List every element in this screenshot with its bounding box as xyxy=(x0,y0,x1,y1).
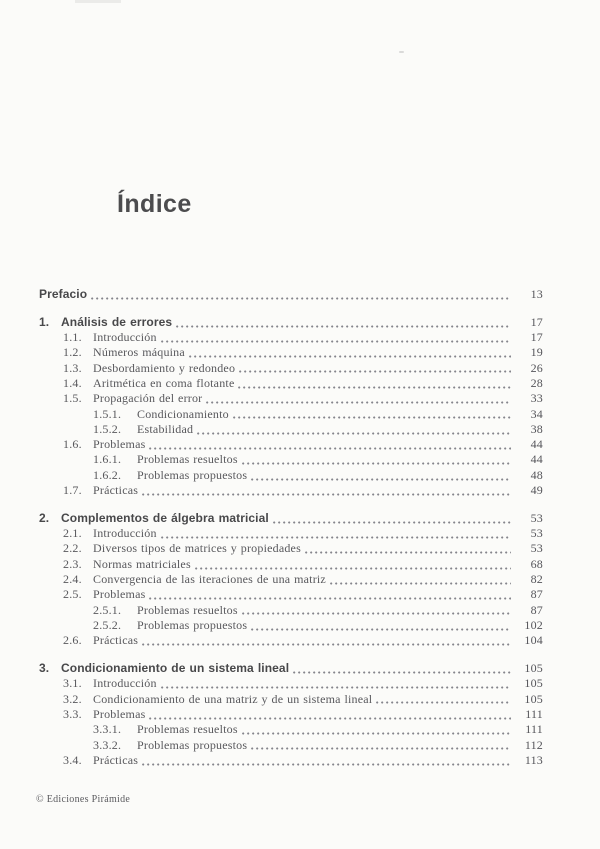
toc-leader-dots xyxy=(242,462,511,465)
toc-entry-page: 113 xyxy=(524,752,543,767)
toc-entry-number: 1.6.2. xyxy=(93,467,122,482)
toc-leader-dots xyxy=(142,493,511,496)
toc-entry-number: 3.3.2. xyxy=(93,737,122,752)
toc-entry-number: 2. xyxy=(39,510,50,525)
toc-entry-page: 87 xyxy=(530,587,543,602)
toc-entry-page: 53 xyxy=(530,526,543,541)
toc-entry-label: Prácticas xyxy=(93,483,139,498)
toc-entry-label: Propagación del error xyxy=(93,391,203,406)
toc-entry-number: 2.2. xyxy=(63,541,82,556)
toc-entry xyxy=(0,330,600,345)
scan-artifact-top-edge xyxy=(75,0,121,3)
toc-leader-dots xyxy=(251,478,511,481)
toc-entry-label: Problemas resueltos xyxy=(137,722,238,737)
toc-entry xyxy=(0,391,600,406)
toc-entry xyxy=(0,483,600,498)
toc-leader-dots xyxy=(305,551,511,554)
toc-entry-label: Condicionamiento de un sistema lineal xyxy=(61,661,290,676)
toc-entry-number: 3.4. xyxy=(63,752,82,767)
toc-entry-page: 28 xyxy=(530,375,543,390)
toc-leader-dots xyxy=(273,521,511,524)
toc-entry-label: Introducción xyxy=(93,330,157,345)
toc-entry-label: Números máquina xyxy=(93,345,185,360)
toc-entry-number: 3.3. xyxy=(63,706,82,721)
toc-entry xyxy=(0,633,600,648)
toc-entry-label: Problemas propuestos xyxy=(137,737,248,752)
toc-leader-dots xyxy=(251,628,511,631)
toc-entry xyxy=(0,572,600,587)
toc-entry-page: 33 xyxy=(530,391,543,406)
toc-entry-page: 26 xyxy=(530,360,543,375)
toc-entry xyxy=(0,557,600,572)
toc-entry xyxy=(0,722,600,737)
scan-artifact-speck xyxy=(399,51,404,53)
toc-leader-dots xyxy=(239,370,511,373)
toc-leader-dots xyxy=(189,355,511,358)
toc-entry-number: 1.2. xyxy=(63,345,82,360)
toc-leader-dots xyxy=(251,747,511,750)
toc-entry-number: 1.4. xyxy=(63,375,82,390)
toc-entry-number: 1.5.2. xyxy=(93,421,122,436)
toc-entry-number: 2.3. xyxy=(63,556,82,571)
toc-entry xyxy=(0,511,600,526)
toc-entry-page: 49 xyxy=(530,483,543,498)
toc-entry-label: Estabilidad xyxy=(137,421,194,436)
toc-leader-dots xyxy=(149,447,511,450)
toc-entry-page: 82 xyxy=(530,572,543,587)
toc-leader-dots xyxy=(206,401,511,404)
toc-entry xyxy=(0,376,600,391)
toc-entry-page: 102 xyxy=(524,617,543,632)
toc-leader-dots xyxy=(149,717,511,720)
toc-entry-label: Complementos de álgebra matricial xyxy=(61,510,269,525)
toc-entry-number: 3.3.1. xyxy=(93,722,122,737)
toc-entry xyxy=(0,618,600,633)
table-of-contents xyxy=(0,287,600,768)
toc-entry-label: Problemas xyxy=(93,706,146,721)
toc-leader-dots xyxy=(142,643,511,646)
toc-entry xyxy=(0,315,600,330)
toc-entry-number: 1.7. xyxy=(63,483,82,498)
toc-entry-number: 3.2. xyxy=(63,691,82,706)
toc-entry-page: 104 xyxy=(524,633,543,648)
toc-entry xyxy=(0,407,600,422)
toc-entry-number: 2.5. xyxy=(63,587,82,602)
toc-leader-dots xyxy=(91,297,511,300)
toc-entry-page: 68 xyxy=(530,556,543,571)
toc-entry-page: 105 xyxy=(524,676,543,691)
toc-entry-number: 2.5.1. xyxy=(93,602,122,617)
toc-entry-number: 1.3. xyxy=(63,360,82,375)
toc-entry-number: 1.5.1. xyxy=(93,406,122,421)
toc-leader-dots xyxy=(149,597,511,600)
toc-entry-label: Problemas resueltos xyxy=(137,452,238,467)
toc-entry-page: 87 xyxy=(530,602,543,617)
toc-entry xyxy=(0,661,600,676)
toc-entry-label: Introducción xyxy=(93,676,157,691)
toc-entry-page: 17 xyxy=(530,314,543,329)
toc-entry-label: Diversos tipos de matrices y propiedades xyxy=(93,541,301,556)
toc-leader-dots xyxy=(238,386,511,389)
toc-entry-page: 105 xyxy=(524,691,543,706)
toc-entry xyxy=(0,753,600,768)
toc-entry-number: 1. xyxy=(39,314,50,329)
toc-leader-dots xyxy=(233,416,511,419)
toc-entry-page: 112 xyxy=(524,737,543,752)
toc-entry xyxy=(0,541,600,556)
toc-entry-page: 111 xyxy=(525,706,543,721)
toc-leader-dots xyxy=(197,432,511,435)
toc-entry-page: 19 xyxy=(530,345,543,360)
toc-entry-page: 111 xyxy=(525,722,543,737)
toc-entry-number: 1.6. xyxy=(63,437,82,452)
toc-entry-number: 2.5.2. xyxy=(93,617,122,632)
toc-entry-label: Problemas xyxy=(93,587,146,602)
toc-entry-number: 3.1. xyxy=(63,676,82,691)
toc-entry-number: 1.5. xyxy=(63,391,82,406)
toc-leader-dots xyxy=(161,340,511,343)
toc-entry-number: 2.4. xyxy=(63,572,82,587)
toc-leader-dots xyxy=(242,732,511,735)
toc-entry-page: 34 xyxy=(530,406,543,421)
toc-entry xyxy=(0,422,600,437)
toc-entry-page: 44 xyxy=(530,452,543,467)
toc-entry-label: Prácticas xyxy=(93,752,139,767)
toc-leader-dots xyxy=(195,567,511,570)
toc-entry-label: Prácticas xyxy=(93,633,139,648)
toc-entry-label: Condicionamiento xyxy=(137,406,229,421)
toc-entry-number: 1.6.1. xyxy=(93,452,122,467)
toc-entry-number: 1.1. xyxy=(63,330,82,345)
toc-entry-label: Análisis de errores xyxy=(61,314,173,329)
toc-entry xyxy=(0,676,600,691)
toc-entry-page: 13 xyxy=(530,287,543,301)
toc-entry xyxy=(0,437,600,452)
toc-entry-label: Problemas propuestos xyxy=(137,617,248,632)
toc-entry xyxy=(0,603,600,618)
toc-leader-dots xyxy=(330,582,511,585)
toc-entry-label: Problemas resueltos xyxy=(137,602,238,617)
toc-entry xyxy=(0,526,600,541)
toc-entry-label: Introducción xyxy=(93,526,157,541)
toc-entry-number: 2.6. xyxy=(63,633,82,648)
toc-entry-label: Condicionamiento de una matriz y de un sistema lineal xyxy=(93,691,373,706)
toc-leader-dots xyxy=(142,763,511,766)
toc-entry-number: 2.1. xyxy=(63,526,82,541)
toc-entry-label: Convergencia de las iteraciones de una matriz xyxy=(93,572,326,587)
toc-entry xyxy=(0,587,600,602)
page-title: Índice xyxy=(117,190,192,218)
toc-entry-page: 48 xyxy=(530,467,543,482)
toc-entry-label: Prefacio xyxy=(39,287,88,301)
toc-entry xyxy=(0,345,600,360)
toc-entry-page: 53 xyxy=(530,541,543,556)
toc-entry-label: Problemas xyxy=(93,437,146,452)
toc-entry-label: Desbordamiento y redondeo xyxy=(93,360,236,375)
toc-entry-number: 3. xyxy=(39,661,50,676)
toc-entry xyxy=(0,468,600,483)
toc-entry-page: 17 xyxy=(530,330,543,345)
toc-leader-dots xyxy=(242,612,511,615)
toc-leader-dots xyxy=(293,671,511,674)
toc-leader-dots xyxy=(376,701,511,704)
toc-leader-dots xyxy=(161,686,511,689)
footer-copyright: © Ediciones Pirámide xyxy=(36,794,131,805)
toc-entry-page: 53 xyxy=(530,510,543,525)
toc-entry xyxy=(0,287,600,302)
toc-leader-dots xyxy=(176,325,511,328)
toc-entry xyxy=(0,692,600,707)
toc-entry-label: Normas matriciales xyxy=(93,556,191,571)
toc-entry xyxy=(0,707,600,722)
toc-entry xyxy=(0,361,600,376)
toc-entry xyxy=(0,738,600,753)
toc-entry-label: Problemas propuestos xyxy=(137,467,248,482)
toc-entry-page: 44 xyxy=(530,437,543,452)
toc-entry xyxy=(0,452,600,467)
toc-entry-page: 38 xyxy=(530,421,543,436)
toc-entry-page: 105 xyxy=(524,661,543,676)
toc-leader-dots xyxy=(161,536,511,539)
toc-entry-label: Aritmética en coma flotante xyxy=(93,375,235,390)
